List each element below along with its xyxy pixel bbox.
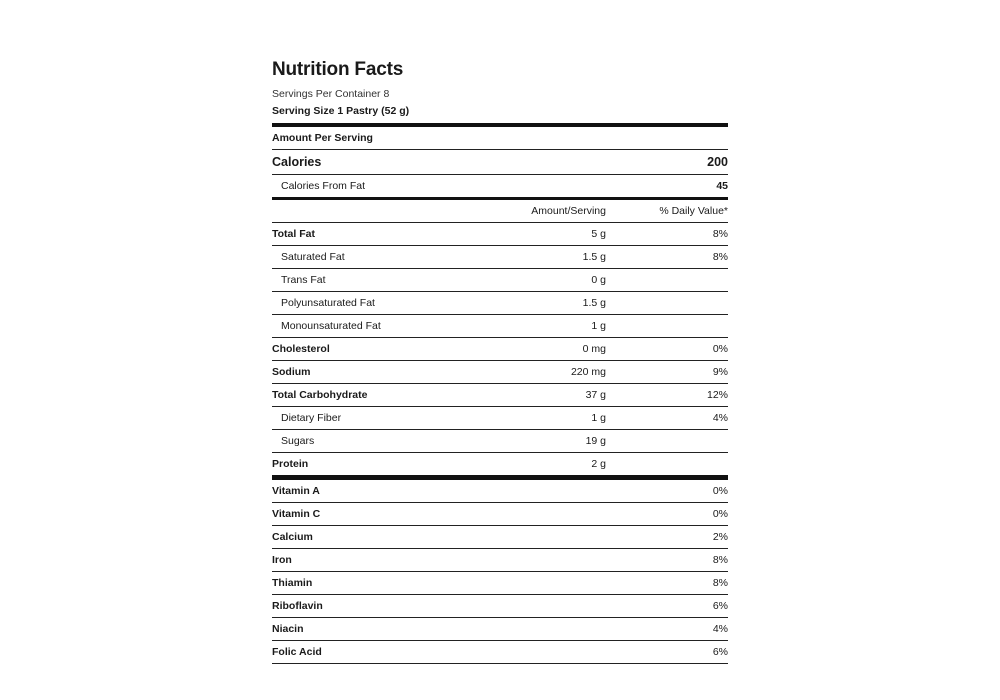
amount-per-serving-row [272,127,728,150]
nutrient-daily-value: 12% [706,389,728,401]
calories-value: 200 [707,155,728,169]
nutrient-row [272,453,728,475]
nutrient-amount: 220 mg [570,366,606,378]
vitamin-name: Thiamin [272,577,313,589]
nutrient-name: Sugars [281,435,315,447]
vitamin-daily-value: 8% [712,577,728,589]
nutrient-daily-value: 4% [712,412,728,424]
nutrient-row [272,246,728,269]
vitamin-row [272,549,728,572]
vitamin-row [272,595,728,618]
daily-value-column-header: % Daily Value* [659,205,728,217]
calories-label: Calories [272,155,322,169]
nutrient-name: Total Carbohydrate [272,389,368,401]
nutrient-name: Monounsaturated Fat [281,320,381,332]
nutrient-amount: 5 g [591,228,606,240]
vitamin-row [272,618,728,641]
nutrient-amount: 0 mg [582,343,606,355]
vitamin-name: Vitamin A [272,485,320,497]
nutrient-row [272,315,728,338]
calories-from-fat-value: 45 [716,180,728,192]
vitamin-daily-value: 0% [712,485,728,497]
nutrient-daily-value: 0% [712,343,728,355]
nutrient-amount: 1.5 g [582,297,606,309]
column-header-row [272,200,728,223]
nutrient-daily-value: 9% [712,366,728,378]
serving-size: Serving Size 1 Pastry (52 g) [272,105,410,117]
vitamin-daily-value: 2% [712,531,728,543]
nutrient-name: Total Fat [272,228,315,240]
calories-from-fat-row [272,175,728,197]
vitamin-name: Iron [272,554,292,566]
nutrient-amount: 2 g [591,458,606,470]
nutrient-daily-value: 8% [712,251,728,263]
nutrient-row [272,407,728,430]
nutrient-daily-value: 8% [712,228,728,240]
nutrient-name: Trans Fat [281,274,326,286]
vitamin-row [272,503,728,526]
nutrient-amount: 37 g [585,389,606,401]
vitamin-name: Calcium [272,531,313,543]
nutrient-list [272,223,728,475]
nutrient-name: Cholesterol [272,343,330,355]
nutrient-row [272,223,728,246]
nutrient-name: Saturated Fat [281,251,345,263]
nutrient-name: Protein [272,458,309,470]
nutrition-label [272,58,728,664]
vitamin-row [272,480,728,503]
vitamin-name: Riboflavin [272,600,323,612]
nutrient-amount: 19 g [585,435,606,447]
vitamin-daily-value: 6% [712,646,728,658]
nutrient-row [272,269,728,292]
vitamin-daily-value: 8% [712,554,728,566]
nutrient-amount: 1 g [591,320,606,332]
vitamin-name: Folic Acid [272,646,322,658]
nutrient-row [272,384,728,407]
servings-per-container: Servings Per Container 8 [272,88,390,100]
nutrient-name: Polyunsaturated Fat [281,297,375,309]
nutrient-row [272,430,728,453]
amount-per-serving-label: Amount Per Serving [272,132,373,144]
calories-from-fat-label: Calories From Fat [281,180,366,192]
nutrient-row [272,361,728,384]
nutrient-amount: 0 g [591,274,606,286]
vitamin-daily-value: 0% [712,508,728,520]
nutrient-row [272,292,728,315]
vitamin-name: Niacin [272,623,304,635]
nutrient-name: Sodium [272,366,311,378]
nutrient-amount: 1.5 g [582,251,606,263]
nutrient-amount: 1 g [591,412,606,424]
vitamin-list [272,480,728,664]
vitamin-daily-value: 6% [712,600,728,612]
calories-row [272,150,728,175]
vitamin-row [272,526,728,549]
label-title: Nutrition Facts [272,59,404,80]
nutrient-name: Dietary Fiber [281,412,342,424]
vitamin-name: Vitamin C [272,508,321,520]
vitamin-row [272,572,728,595]
amount-column-header: Amount/Serving [531,205,606,217]
vitamin-row [272,641,728,664]
vitamin-daily-value: 4% [712,623,728,635]
nutrient-row [272,338,728,361]
